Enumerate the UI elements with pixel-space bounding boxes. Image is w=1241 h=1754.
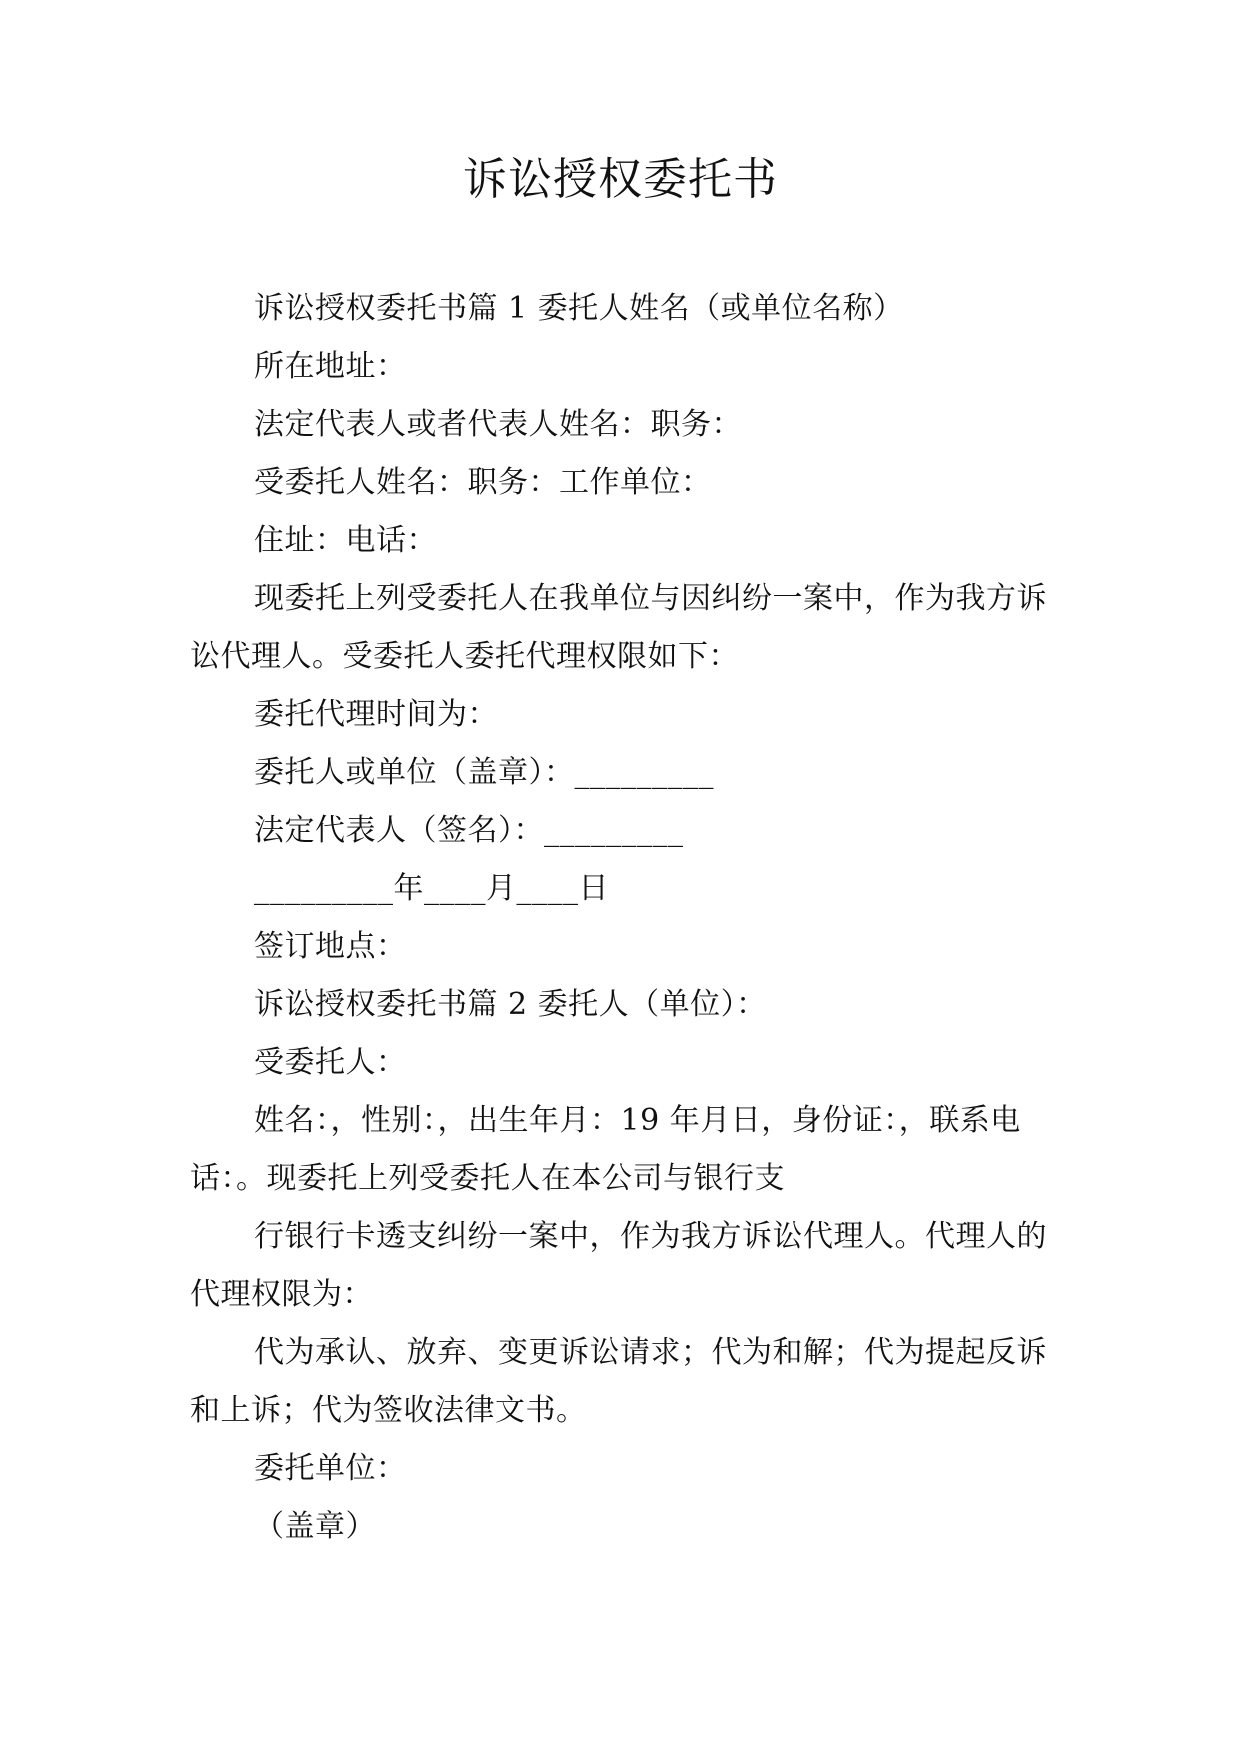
paragraph-agent-info: 受委托人姓名：职务：工作单位： bbox=[254, 465, 712, 500]
paragraph-entrusting-unit: 委托单位： bbox=[254, 1451, 407, 1486]
paragraph-legal-representative: 法定代表人或者代表人姓名：职务： bbox=[254, 407, 742, 442]
paragraph-powers: 代为承认、放弃、变更诉讼请求；代为和解；代为提起反诉和上诉；代为签收法律文书。 bbox=[190, 1335, 1047, 1428]
paragraph-principal-name: 诉讼授权委托书篇 1 委托人姓名（或单位名称） bbox=[254, 291, 904, 326]
paragraph-second-principal: 诉讼授权委托书篇 2 委托人（单位）： bbox=[254, 987, 767, 1022]
paragraph-agent-details: 姓名：，性别：，出生年月：19 年月日，身份证：，联系电话：。现委托上列受委托人在本公司与银行支 bbox=[190, 1103, 1021, 1196]
paragraph-date: _________年____月____日 bbox=[254, 871, 609, 906]
paragraph-dispute-scope: 行银行卡透支纠纷一案中，作为我方诉讼代理人。代理人的代理权限为： bbox=[190, 1219, 1047, 1312]
paragraph-authorization: 现委托上列受委托人在我单位与因纠纷一案中，作为我方诉讼代理人。受委托人委托代理权限如下： bbox=[190, 581, 1047, 674]
paragraph-second-agent: 受委托人： bbox=[254, 1045, 407, 1080]
paragraph-principal-seal: 委托人或单位（盖章）：_________ bbox=[254, 755, 714, 790]
paragraph-representative-signature: 法定代表人（签名）：_________ bbox=[254, 813, 684, 848]
paragraph-term: 委托代理时间为： bbox=[254, 697, 498, 732]
document-title: 诉讼授权委托书 bbox=[463, 154, 778, 205]
paragraph-address: 所在地址： bbox=[254, 349, 407, 384]
paragraph-stamp: （盖章） bbox=[254, 1509, 376, 1544]
paragraph-signing-place: 签订地点： bbox=[254, 929, 407, 964]
paragraph-residence-phone: 住址：电话： bbox=[254, 523, 437, 558]
document-body bbox=[190, 280, 1050, 1556]
